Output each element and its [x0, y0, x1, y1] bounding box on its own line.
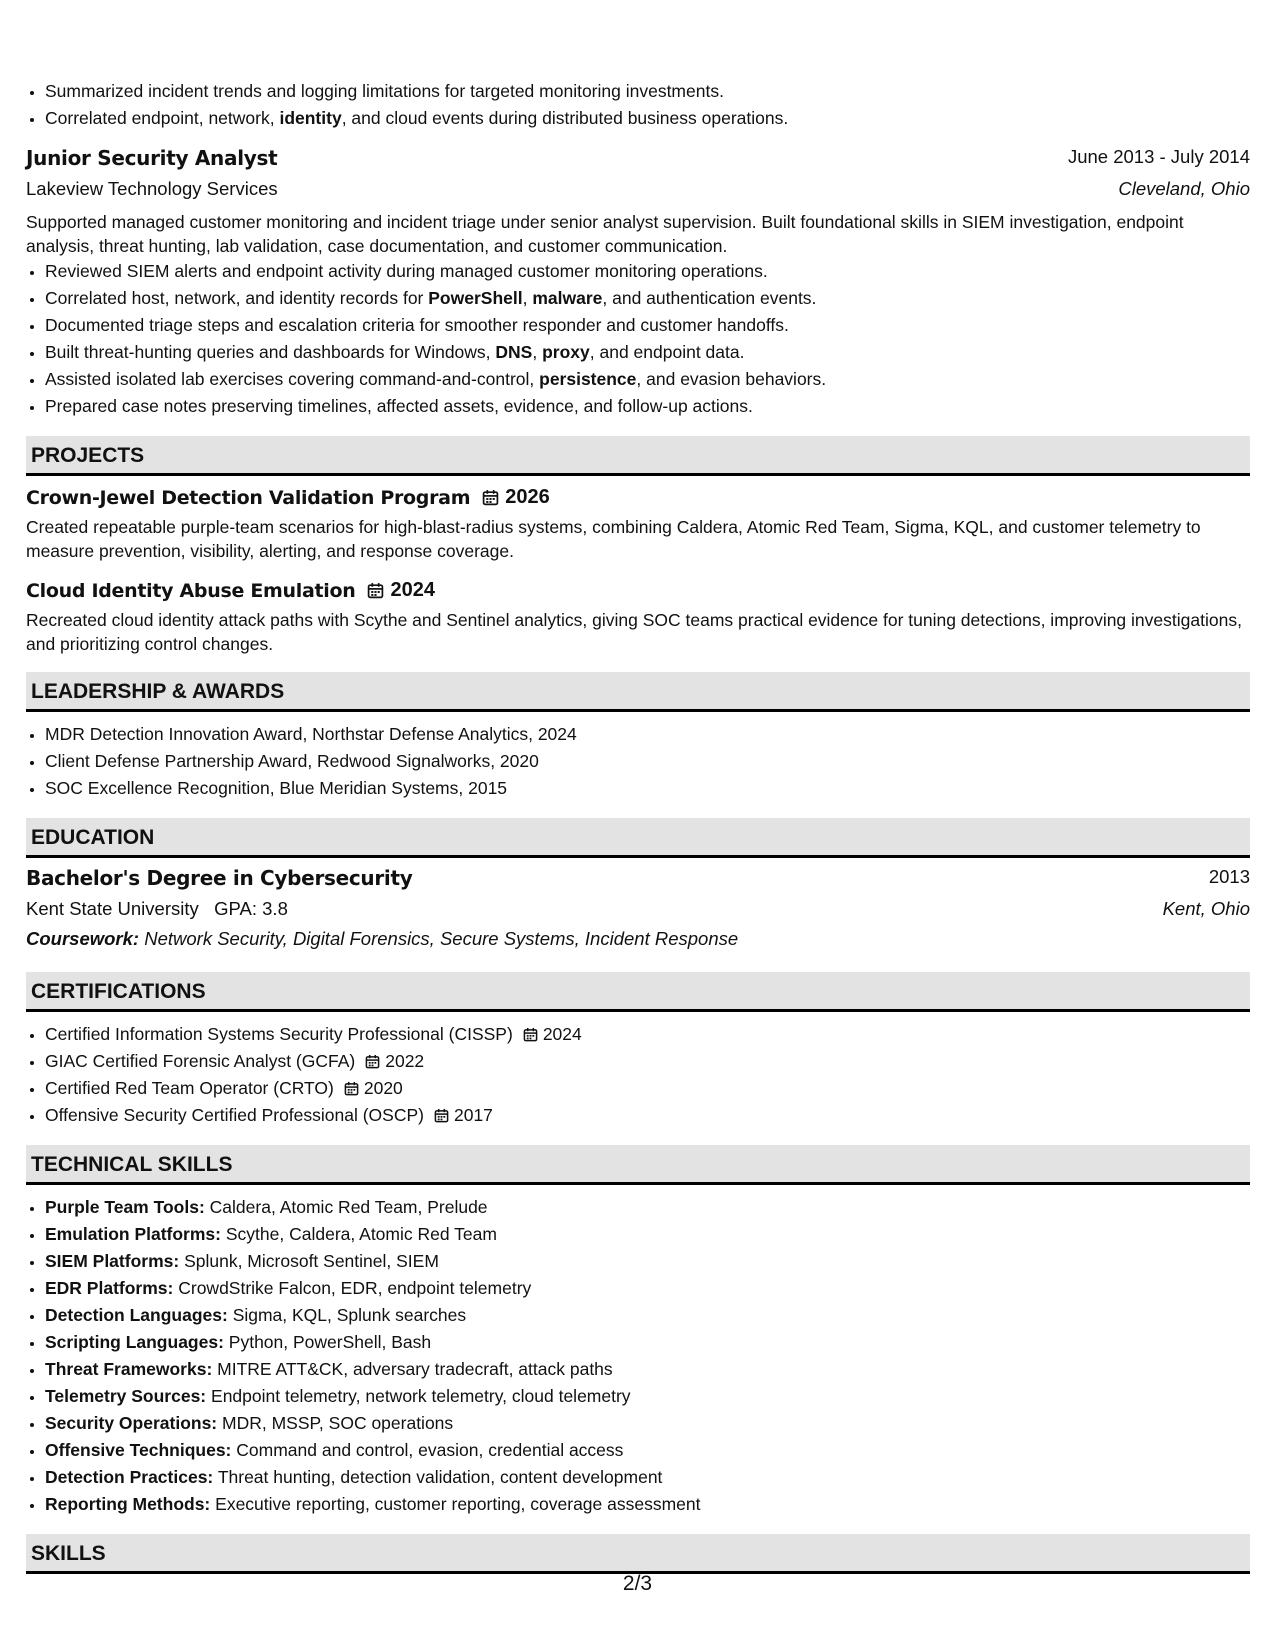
graduation-year: 2013: [1208, 866, 1250, 887]
list-item: • Detection Practices: Threat hunting, detection validation, content development: [45, 1464, 1250, 1491]
job-header: [26, 146, 1250, 170]
education-subheader: [26, 898, 1250, 920]
list-item: • MDR Detection Innovation Award, Northstar Defense Analytics, 2024: [45, 721, 1250, 748]
school-name: Kent State University: [26, 898, 199, 919]
calendar-icon: [523, 1027, 538, 1042]
section-header-certifications: CERTIFICATIONS: [26, 972, 1250, 1012]
job-location: Cleveland, Ohio: [1118, 178, 1250, 199]
coursework-list: Network Security, Digital Forensics, Secure Systems, Incident Response: [144, 928, 739, 949]
coursework: [26, 928, 1250, 950]
leadership-list: [26, 721, 1250, 802]
school-location: Kent, Ohio: [1162, 898, 1250, 919]
job-subheader: [26, 178, 1250, 200]
list-item: • Telemetry Sources: Endpoint telemetry, network telemetry, cloud telemetry: [45, 1383, 1250, 1410]
list-item: • Summarized incident trends and logging limitations for targeted monitoring investments.: [45, 78, 1250, 105]
coursework-label: Coursework:: [26, 928, 140, 949]
list-item: [45, 1102, 1250, 1129]
list-item: • Documented triage steps and escalation criteria for smoother responder and customer handoffs.: [45, 312, 1250, 339]
project-header: [26, 486, 1250, 509]
list-item: • Purple Team Tools: Caldera, Atomic Red Team, Prelude: [45, 1194, 1250, 1221]
list-item: • Client Defense Partnership Award, Redwood Signalworks, 2020: [45, 748, 1250, 775]
job-summary: Supported managed customer monitoring and incident triage under senior analyst supervision. Built foundational skills in SIEM investigation, endpoint analysis, threat hunting, lab validation, case documentation, and customer communication.: [26, 212, 1184, 256]
list-item: • SOC Excellence Recognition, Blue Meridian Systems, 2015: [45, 775, 1250, 802]
list-item: • Correlated host, network, and identity records for PowerShell, malware, and authentication events.: [45, 285, 1250, 312]
list-item: • Assisted isolated lab exercises covering command-and-control, persistence, and evasion behaviors.: [45, 366, 1250, 393]
project-description: Created repeatable purple-team scenarios for high-blast-radius systems, combining Caldera, Atomic Red Team, Sigma, KQL, and customer telemetry to measure prevention, visibility, alerting, and response coverage.: [26, 517, 1201, 561]
list-item: [45, 1075, 1250, 1102]
job-bullets: [26, 258, 1250, 420]
calendar-icon: [344, 1081, 359, 1096]
list-item: • Emulation Platforms: Scythe, Caldera, Atomic Red Team: [45, 1221, 1250, 1248]
list-item: • Detection Languages: Sigma, KQL, Splunk searches: [45, 1302, 1250, 1329]
certification-year: 2024: [542, 1024, 582, 1044]
calendar-icon: [482, 489, 499, 506]
gpa: GPA: 3.8: [214, 898, 288, 919]
project-year: 2024: [390, 579, 435, 601]
section-header-skills: SKILLS: [26, 1534, 1250, 1574]
section-header-technical-skills: TECHNICAL SKILLS: [26, 1145, 1250, 1185]
list-item: • Reporting Methods: Executive reporting, customer reporting, coverage assessment: [45, 1491, 1250, 1518]
project-year: 2026: [505, 486, 550, 508]
certification-name: Offensive Security Certified Professional (OSCP): [45, 1105, 424, 1125]
calendar-icon: [434, 1108, 449, 1123]
project-description: Recreated cloud identity attack paths with Scythe and Sentinel analytics, giving SOC teams practical evidence for tuning detections, improving investigations, and prioritizing control changes.: [26, 610, 1242, 654]
degree: Bachelor's Degree in Cybersecurity: [26, 866, 413, 890]
certification-name: GIAC Certified Forensic Analyst (GCFA): [45, 1051, 356, 1071]
project-header: [26, 579, 1250, 602]
list-item: • Scripting Languages: Python, PowerShell, Bash: [45, 1329, 1250, 1356]
list-item: • Offensive Techniques: Command and control, evasion, credential access: [45, 1437, 1250, 1464]
list-item: • SIEM Platforms: Splunk, Microsoft Sentinel, SIEM: [45, 1248, 1250, 1275]
certification-name: Certified Information Systems Security Professional (CISSP): [45, 1024, 513, 1044]
list-item: • EDR Platforms: CrowdStrike Falcon, EDR, endpoint telemetry: [45, 1275, 1250, 1302]
page-number: 2/3: [622, 1572, 653, 1595]
project-title: Crown-Jewel Detection Validation Program: [26, 486, 471, 509]
section-header-leadership: LEADERSHIP & AWARDS: [26, 672, 1250, 712]
project-title: Cloud Identity Abuse Emulation: [26, 579, 356, 602]
certification-year: 2017: [453, 1105, 493, 1125]
certifications-list: [26, 1021, 1250, 1129]
education-header: [26, 866, 1250, 890]
section-header-education: EDUCATION: [26, 818, 1250, 858]
experience-continued-list: [26, 78, 1250, 132]
calendar-icon: [365, 1054, 380, 1069]
list-item: • Prepared case notes preserving timelines, affected assets, evidence, and follow-up actions.: [45, 393, 1250, 420]
job-title: Junior Security Analyst: [26, 146, 278, 170]
job-dates: June 2013 - July 2014: [1067, 146, 1250, 167]
certification-year: 2020: [363, 1078, 403, 1098]
list-item: [45, 1021, 1250, 1048]
calendar-icon: [367, 582, 384, 599]
list-item: [45, 1048, 1250, 1075]
certification-year: 2022: [385, 1051, 425, 1071]
resume-page: [26, 78, 1250, 1574]
job-company: Lakeview Technology Services: [26, 178, 278, 199]
certification-name: Certified Red Team Operator (CRTO): [45, 1078, 334, 1098]
list-item: • Reviewed SIEM alerts and endpoint activity during managed customer monitoring operations.: [45, 258, 1250, 285]
list-item: • Threat Frameworks: MITRE ATT&CK, adversary tradecraft, attack paths: [45, 1356, 1250, 1383]
technical-skills-list: [26, 1194, 1250, 1518]
list-item: • Security Operations: MDR, MSSP, SOC operations: [45, 1410, 1250, 1437]
list-item: • Built threat-hunting queries and dashboards for Windows, DNS, proxy, and endpoint data.: [45, 339, 1250, 366]
list-item: • Correlated endpoint, network, identity, and cloud events during distributed business operations.: [45, 105, 1250, 132]
section-header-projects: PROJECTS: [26, 436, 1250, 476]
